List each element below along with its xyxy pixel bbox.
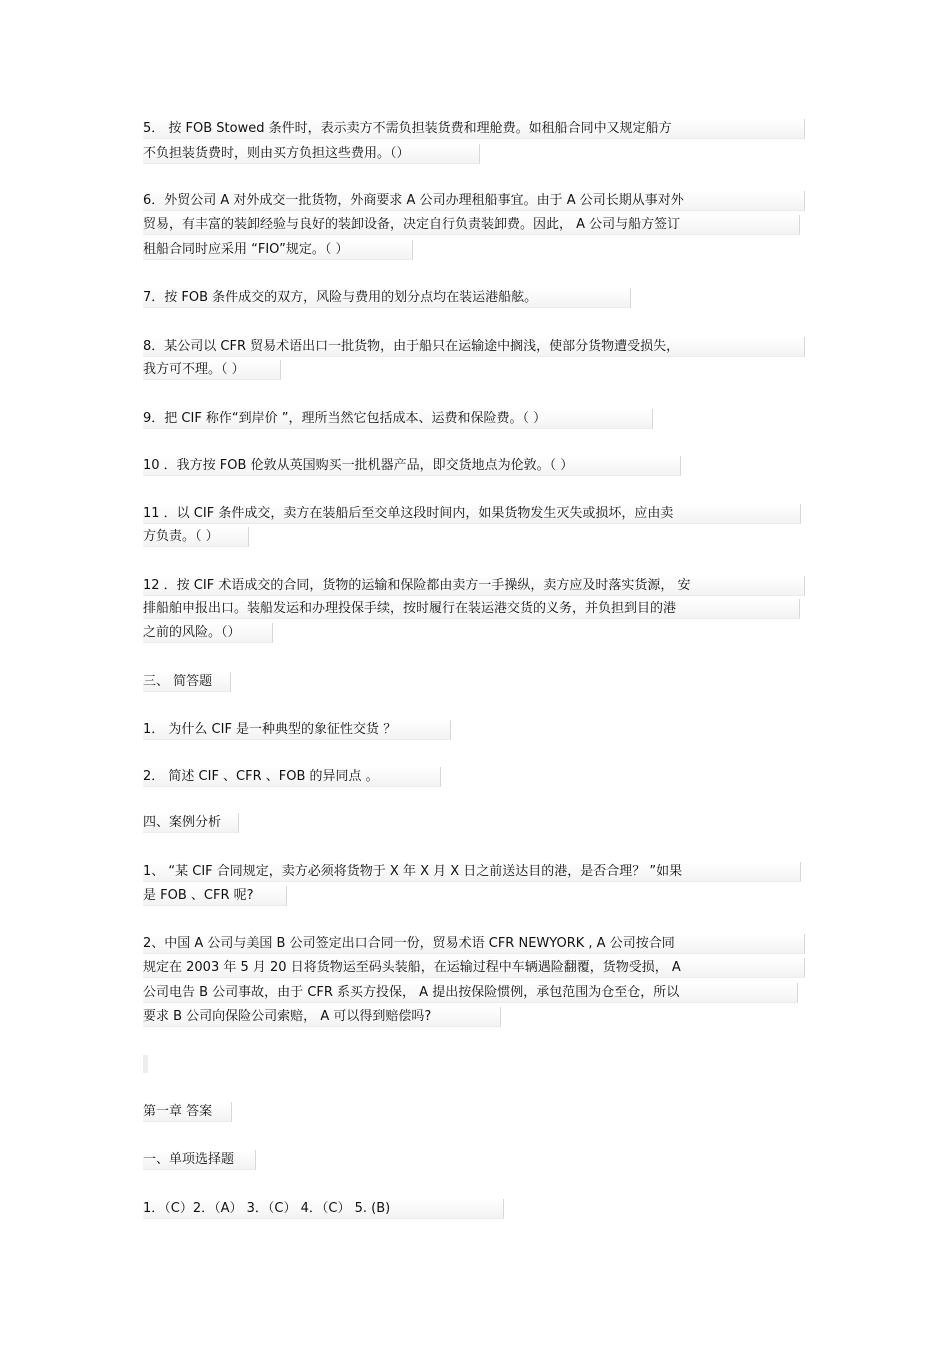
section-4-heading: 四、案例分析 [143,813,239,833]
question-5-line-1: 5． 按 FOB Stowed 条件时，表示卖方不需负担装货费和理舱费。如租船合同中又规定船方 [143,119,805,139]
short-answer-1: 1． 为什么 CIF 是一种典型的象征性交货 ？ [143,720,451,740]
blank-line-marker [143,1055,148,1073]
case-1-line-2: 是 FOB 、CFR 呢? [143,886,287,906]
question-11-line-2: 方负责。（ ） [143,527,249,547]
case-2-line-1: 2、中国 A 公司与美国 B 公司签定出口合同一份，贸易术语 CFR NEWYORK , A 公司按合同 [143,934,805,954]
section-1-heading: 一、单项选择题 [143,1150,256,1170]
question-5-line-2: 不负担装货费时，则由买方负担这些费用。（） [143,144,480,164]
question-12-line-2: 排船舶申报出口。装船发运和办理投保手续，按时履行在装运港交货的义务，并负担到目的港 [143,599,800,619]
question-6-line-3: 租船合同时应采用 “FIO”规定。（ ） [143,240,413,260]
case-2-line-3: 公司电告 B 公司事故，由于 CFR 系买方投保， A 提出按保险惯例，承包范围为仓至仓，所以 [143,983,798,1003]
question-12-line-1: 12 ．按 CIF 术语成交的合同，货物的运输和保险都由卖方一手操纵，卖方应及时落实货源， 安 [143,576,805,596]
answers-line: 1．（C）2．（A） 3．（C） 4．（C） 5. (B) [143,1199,504,1219]
question-12-line-3: 之前的风险。（） [143,623,273,643]
section-3-heading: 三、 简答题 [143,672,231,692]
case-1-line-1: 1、 “某 CIF 合同规定，卖方必须将货物于 X 年 X 月 X 日之前送达目的港，是否合理？ ”如果 [143,862,801,882]
question-8-line-1: 8．某公司以 CFR 贸易术语出口一批货物，由于船只在运输途中搁浅，使部分货物遭受损失， [143,337,805,357]
question-7-line-1: 7．按 FOB 条件成交的双方，风险与费用的划分点均在装运港船舷。 [143,288,631,308]
question-8-line-2: 我方可不理。（ ） [143,360,281,380]
question-6-line-2: 贸易，有丰富的装卸经验与良好的装卸设备，决定自行负责装卸费。因此， A 公司与船方签订 [143,215,800,235]
short-answer-2: 2． 简述 CIF 、CFR 、FOB 的异同点 。 [143,767,441,787]
case-2-line-2: 规定在 2003 年 5 月 20 日将货物运至码头装船，在运输过程中车辆遇险翻覆，货物受损， A [143,958,805,978]
question-10-line-1: 10 ．我方按 FOB 伦敦从英国购买一批机器产品，即交货地点为伦敦。（ ） [143,456,681,476]
chapter-answer-heading: 第一章 答案 [143,1102,232,1122]
question-11-line-1: 11 ．以 CIF 条件成交，卖方在装船后至交单这段时间内，如果货物发生灭失或损坏，应由卖 [143,504,801,524]
question-9-line-1: 9．把 CIF 称作“到岸价 ”，理所当然它包括成本、运费和保险费。（ ） [143,409,653,429]
question-6-line-1: 6．外贸公司 A 对外成交一批货物，外商要求 A 公司办理租船事宜。由于 A 公司长期从事对外 [143,191,805,211]
case-2-line-4: 要求 B 公司向保险公司索赔， A 可以得到赔偿吗? [143,1007,501,1027]
